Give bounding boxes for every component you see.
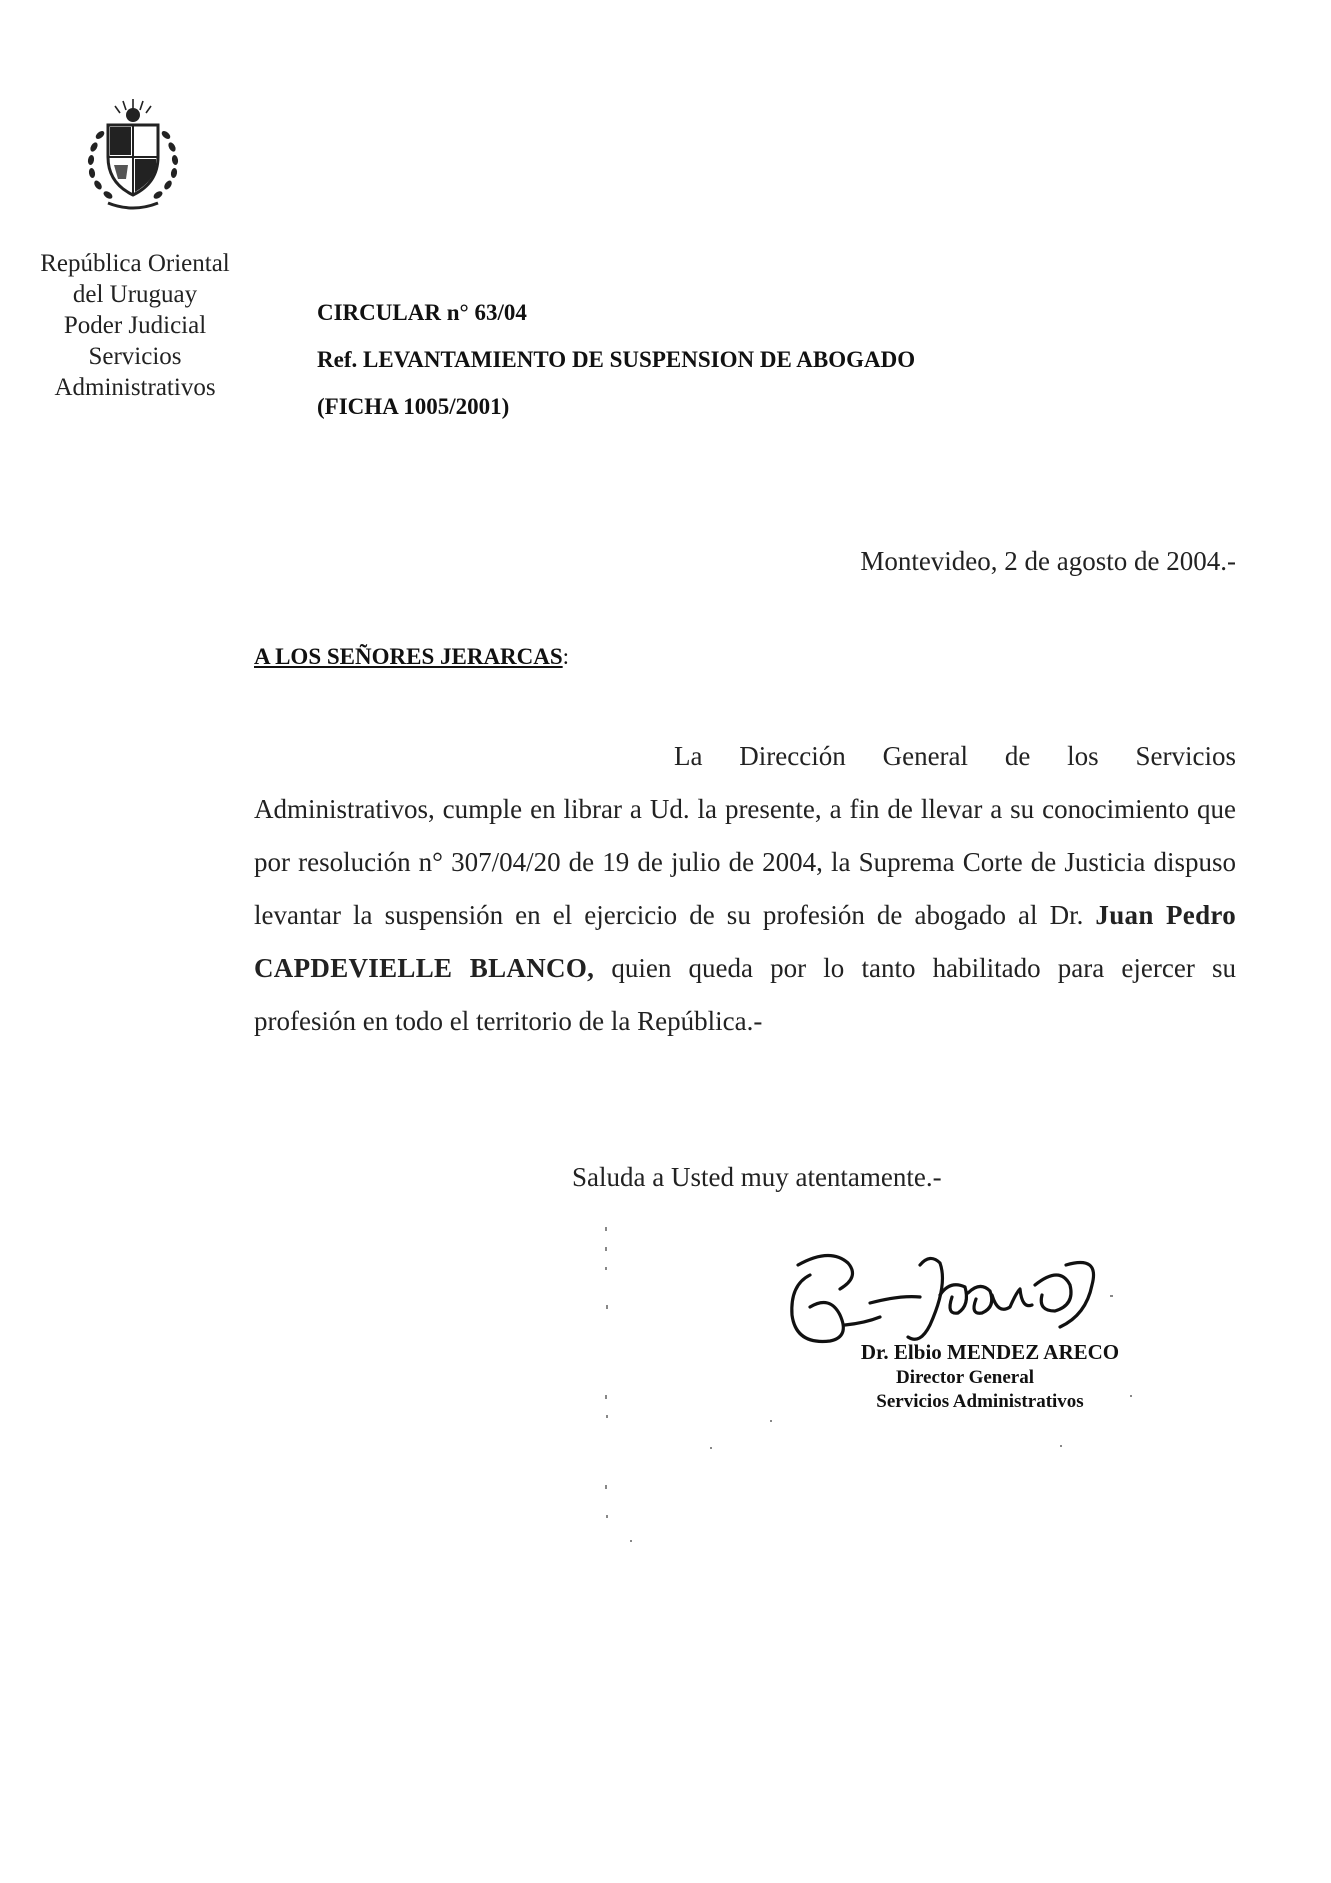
ficha-line: (FICHA 1005/2001) xyxy=(317,394,510,419)
org-line: Administrativos xyxy=(54,374,216,401)
org-line: del Uruguay xyxy=(72,281,198,308)
coat-of-arms-icon xyxy=(78,95,188,220)
circular-number-value: n° 63/04 xyxy=(446,300,527,325)
circular-label: CIRCULAR xyxy=(317,300,441,325)
body-text-part2: quien queda por lo tanto habilitado para ejercer su profesión en todo el territorio de la República.- xyxy=(254,953,1236,1036)
signatory-department: Servicios Administrativos xyxy=(876,1391,1084,1412)
body-paragraph xyxy=(254,730,1236,1048)
signatory-name: Dr. Elbio MENDEZ ARECO xyxy=(860,1340,1120,1364)
closing-line: Saluda a Usted muy atentamente.- xyxy=(572,1162,942,1192)
letterhead-organization xyxy=(20,248,250,403)
reference-line: Ref. LEVANTAMIENTO DE SUSPENSION DE ABOGADO xyxy=(317,347,916,372)
handwritten-signature xyxy=(770,1245,1130,1355)
org-line: Servicios xyxy=(88,343,182,370)
addressee-colon: : xyxy=(562,644,570,669)
org-line: República Oriental xyxy=(40,250,230,277)
lawyer-name: Juan Pedro CAPDEVIELLE BLANCO, xyxy=(254,900,1236,983)
org-line: Poder Judicial xyxy=(63,312,207,339)
date-line: Montevideo, 2 de agosto de 2004.- xyxy=(860,546,1236,576)
signature-block xyxy=(790,1340,1150,1413)
addressee xyxy=(254,644,569,670)
addressee-text: A LOS SEÑORES JERARCAS xyxy=(254,644,563,669)
signatory-title: Director General xyxy=(895,1367,1035,1388)
body-text-part1: La Dirección General de los Servicios Administrativos, cumple en librar a Ud. la presente, a fin de llevar a su conocimiento que por resolución n° 307/04/20 de 19 de julio de 2004, la Suprema Corte de Justicia dispuso levantar la suspensión en el ejercicio de su profesión de abogado al Dr. xyxy=(254,741,1236,930)
circular-number xyxy=(317,300,527,326)
